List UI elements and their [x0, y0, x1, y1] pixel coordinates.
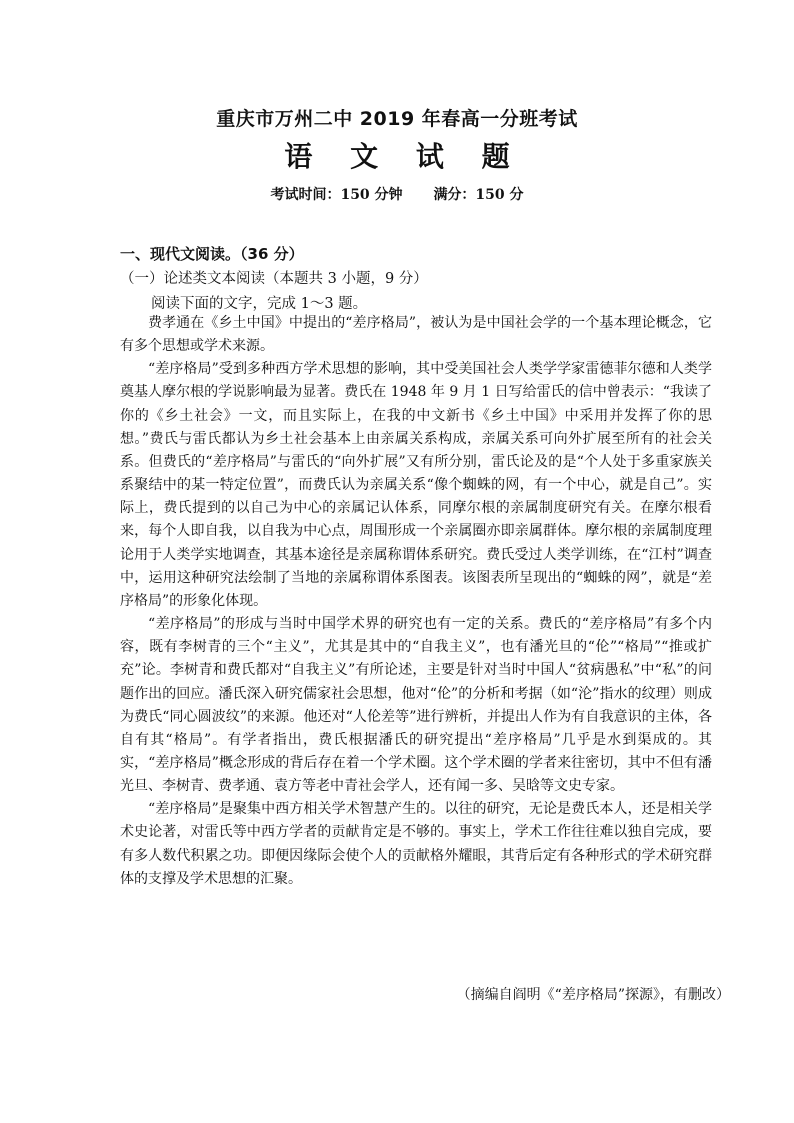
- passage-source: （摘编自阎明《“差序格局”探源》，有删改）: [456, 987, 730, 1003]
- passage-paragraph: “差序格局”的形成与当时中国学术界的研究也有一定的关系。费氏的“差序格局”有多个内容，既有李树青的三个“主义”，尤其是其中的“自我主义”，也有潘光旦的“伦”“格局”“推或扩充”论。李树青和费氏都对“自我主义”有所论述，主要是针对当时中国人“贫病愚私”中“私”的问题作出的回应。潘氏深入研究儒家社会思想，他对“伦”的分析和考据（如“沦”指水的纹理）则成为费氏“同心圆波纹”的来源。他还对“人伦差等”进行辨析，并提出人作为有自我意识的主体，各自有其“格局”。有学者指出，费氏根据潘氏的研究提出“差序格局”几乎是水到渠成的。其实，“差序格局”概念形成的背后存在着一个学术圈。这个学术圈的学者来往密切，其中不但有潘光旦、李树青、费孝通、袁方等老中青社会学人，还有闻一多、吴晗等文史专家。: [120, 616, 712, 795]
- reading-instruction: 阅读下面的文字，完成 1～3 题。: [151, 296, 368, 312]
- exam-time: 考试时间：150 分钟: [270, 187, 403, 203]
- passage-paragraph: “差序格局”是聚集中西方相关学术智慧产生的。以往的研究，无论是费氏本人，还是相关学术史论著，对雷氏等中西方学者的贡献肯定是不够的。事实上，学术工作往往难以独自完成，要有多人数代积累之功。即便因缘际会使个人的贡献格外耀眼，其背后定有各种形式的学术研究群体的支撑及学术思想的汇聚。: [120, 801, 712, 887]
- passage-paragraph: 费孝通在《乡土中国》中提出的“差序格局”，被认为是中国社会学的一个基本理论概念，它有多个思想或学术来源。: [120, 315, 712, 355]
- exam-meta: [0, 184, 794, 204]
- subject-title: 语 文 试 题: [284, 140, 524, 173]
- passage-paragraph: “差序格局”受到多种西方学术思想的影响，其中受美国社会人类学学家雷德菲尔德和人类学奠基人摩尔根的学说影响最为显著。费氏在 1948 年 9 月 1 日写给雷氏的信中曾表示：“我读了你的《乡土社会》一文，而且实际上，在我的中文新书《乡土中国》中采用并发挥了你的思想。”费氏与雷氏都认为乡土社会基本上由亲属关系构成，亲属关系可向外扩展至所有的社会关系。但费氏的“差序格局”与雷氏的“向外扩展”又有所分别，雷氏论及的是“个人处于多重家族关系聚结中的某一特定位置”，而费氏认为亲属关系“像个蜘蛛的网，有一个中心，就是自己”。实际上，费氏提到的以自己为中心的亲属记认体系，同摩尔根的亲属制度研究有关。在摩尔根看来，每个人即自我，以自我为中心点，周围形成一个亲属圈亦即亲属群体。摩尔根的亲属制度理论用于人类学实地调查，其基本途径是亲属称谓体系研究。费氏受过人类学训练，在“江村”调查中，运用这种研究法绘制了当地的亲属称谓体系图表。该图表所呈现出的“蜘蛛的网”，就是“差序格局”的形象化体现。: [120, 361, 712, 609]
- exam-score: 满分：150 分: [433, 187, 524, 203]
- section-heading: 一、现代文阅读。（36 分）: [120, 245, 304, 263]
- reading-passage: [120, 312, 712, 891]
- exam-title: 重庆市万州二中 2019 年春高一分班考试: [216, 108, 578, 130]
- subsection-heading: （一）论述类文本阅读（本题共 3 小题，9 分）: [120, 271, 428, 287]
